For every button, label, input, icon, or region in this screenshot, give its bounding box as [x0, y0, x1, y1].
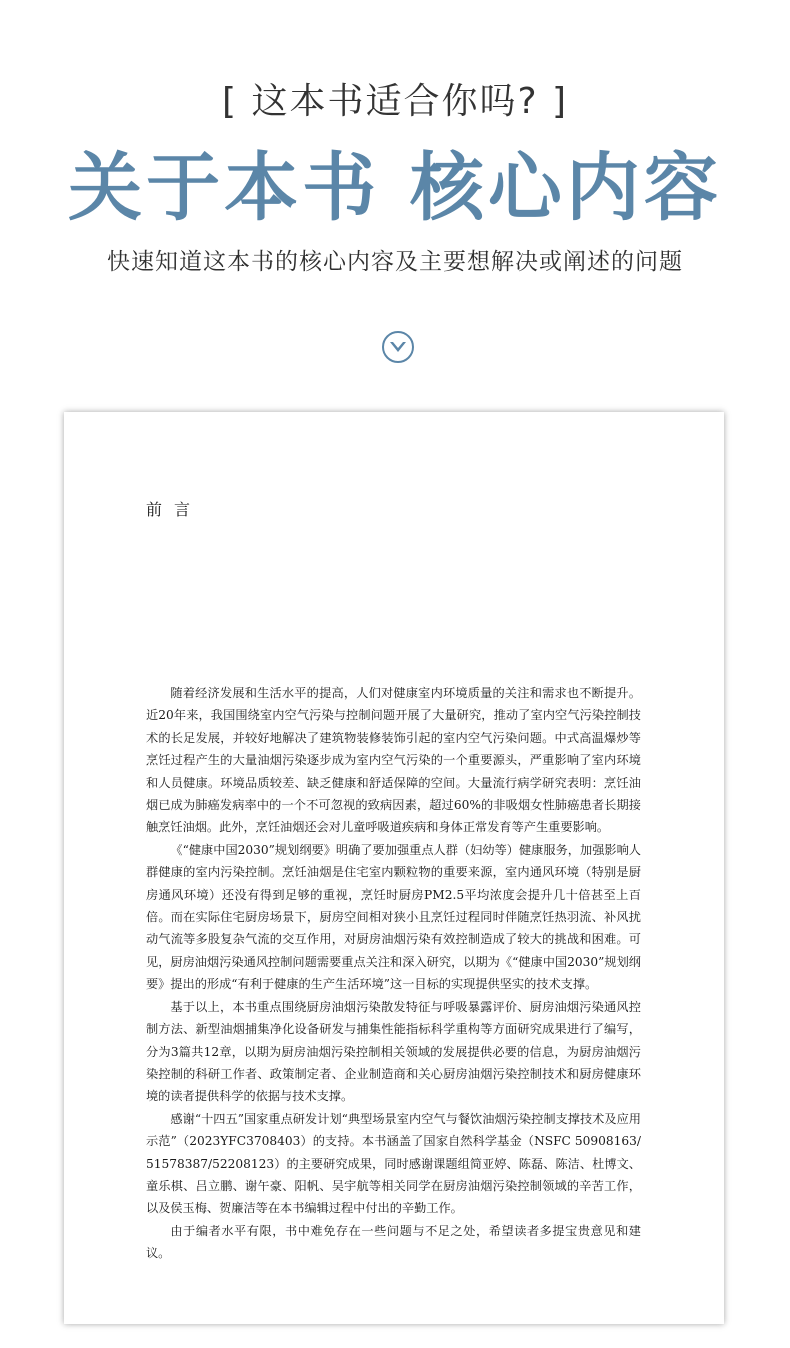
section-tag: [ 这本书适合你吗? ] [221, 81, 569, 122]
preface-paragraph: 基于以上，本书重点围绕厨房油烟污染散发特征与呼吸暴露评价、厨房油烟污染通风控制方法、新型油烟捕集净化设备研发与捕集性能指标科学重构等方面研究成果进行了编写，分为3篇共12章，以期为厨房油烟污染控制相关领域的发展提供必要的信息，为厨房油烟污染控制的科研工作者、政策制定者、企业制造商和关心厨房油烟污染控制技术和厨房健康环境的读者提供科学的依据与技术支撑。 [146, 999, 641, 1104]
preface-paragraph: 随着经济发展和生活水平的提高，人们对健康室内环境质量的关注和需求也不断提升。近20年来，我国围绕室内空气污染与控制问题开展了大量研究，推动了室内空气污染控制技术的长足发展，并较好地解决了建筑物装修装饰引起的室内空气污染问题。中式高温爆炒等烹饪过程产生的大量油烟污染逐步成为室内空气污染的一个重要源头，严重影响了室内环境和人员健康。环境品质较差、缺乏健康和舒适保障的空间。大量流行病学研究表明：烹饪油烟已成为肺癌发病率中的一个不可忽视的致病因素，超过60%的非吸烟女性肺癌患者长期接触烹饪油烟。此外，烹饪油烟还会对儿童呼吸道疾病和身体正常发育等产生重要影响。 [146, 686, 641, 835]
section-title: 关于本书 核心内容 [68, 145, 722, 231]
preface-heading: 前言 [146, 500, 203, 519]
preface-paragraph: 由于编者水平有限，书中难免存在一些问题与不足之处，希望读者多提宝贵意见和建议。 [146, 1223, 641, 1261]
chevron-down-circle-icon [381, 330, 415, 364]
preface-paragraph: 感谢“十四五”国家重点研发计划“典型场景室内空气与餐饮油烟污染控制支撑技术及应用示范”（2023YFC3708403）的支持。本书涵盖了国家自然科学基金（NSFC 50908163/51578387/52208123）的主要研究成果，同时感谢课题组简亚婷、陈磊、陈洁、杜博文、童乐棋、吕立鹏、谢午豪、阳帆、吴宇航等相关同学在厨房油烟污染控制领域的辛苦工作，以及侯玉梅、贺廉洁等在本书编辑过程中付出的辛勤工作。 [146, 1111, 641, 1216]
section-subtitle: 快速知道这本书的核心内容及主要想解决或阐述的问题 [107, 249, 683, 275]
preface-paragraph: 《“健康中国2030”规划纲要》明确了要加强重点人群（妇幼等）健康服务，加强影响人群健康的室内污染控制。烹饪油烟是住宅室内颗粒物的重要来源，室内通风环境（特别是厨房通风环境）还没有得到足够的重视，烹饪时厨房PM2.5平均浓度会提升几十倍甚至上百倍。而在实际住宅厨房场景下，厨房空间相对狭小且烹饪过程同时伴随烹饪热羽流、补风扰动气流等多股复杂气流的交互作用，对厨房油烟污染有效控制造成了较大的挑战和困难。可见，厨房油烟污染通风控制问题需要重点关注和深入研究，以期为《“健康中国2030”规划纲要》提出的形成“有利于健康的生产生活环境”这一目标的实现提供坚实的技术支撑。 [146, 842, 641, 992]
book-page-preview [64, 412, 724, 1324]
preface-body [146, 682, 641, 1265]
